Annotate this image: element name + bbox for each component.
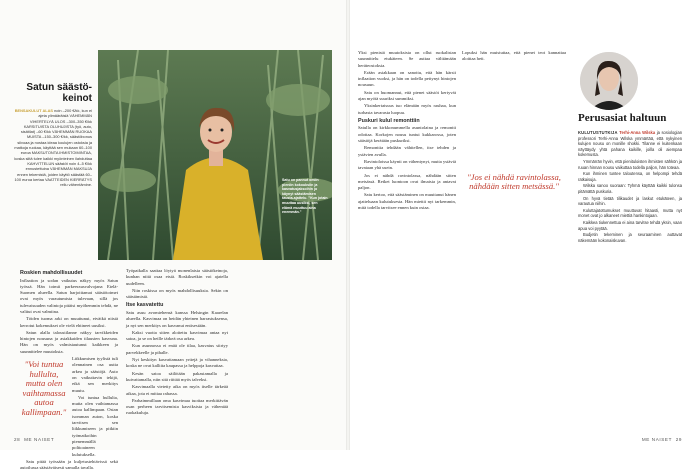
- paragraph: Satu asuu avomiehensä kanssa Helsingin Kaarelan alueella. Kasvimaa on heidän yhteinen harrastuksensa, ja nyt sen merkitys on kasvanut entisestään.: [126, 309, 228, 328]
- paragraph: Ymmärrän hyvin, että pienituloisten ihmisten sähkön ja ruuan hinnan nousu vaikuttaa todella paljon, hän toteaa.: [578, 158, 682, 170]
- paragraph: Satu kertoo, että säästäminen on muuttanut hänen ajatteluaan kulutuksesta. Hän miettii nyt tarkemmin, mitä todella tarvitsee ennen kuin ostaa.: [358, 192, 456, 211]
- left-page: [0, 0, 348, 471]
- folio-left: [14, 437, 54, 442]
- paragraph: Parhaimmillaan oma kasvimaa tuottaa merkittävän osan perheen tarvitsemista kasviksista ja vähentää ruokakuluja.: [126, 397, 228, 416]
- magazine-name: ME NAISET: [24, 437, 55, 442]
- kicker: KULUTUSTUTKIJA: [578, 130, 618, 135]
- photo-caption: Satu on pannut omiin pieniin kokouksiin ja kasvatusjaksoihin jo käynyt säästämisen tausta-ajattelu. "Kun jotain muuttaa uusiksi, sen elämä muuttuu aina enemmän.": [282, 178, 328, 215]
- page-number: 28: [14, 437, 21, 442]
- paragraph: Erään asiakkaan on sanottu, että hän kärsii inflaation vuoksi, ja hän on todella pettynyt hintojen nousuun.: [358, 69, 456, 88]
- paragraph: Remonttia tehdään vähitellen, itse tehden ja ystävien avulla.: [358, 145, 456, 157]
- paragraph: Liikkumisen tyylistä tuli olennainen osa uutta arkea ja säästöjä. Auto on vaikuttavin tekijä, eikä sen merkitys muutu.: [72, 356, 118, 393]
- paragraph: Budjetin tekeminen ja seuraaminen auttavat näkemään kokonaiskuvan.: [578, 232, 682, 243]
- paragraph: Satu on huomannut, että pienet säästöt kertyvät ajan myötä suuriksi summiksi.: [358, 89, 456, 102]
- paragraph: Inflaation ja sodan vaikutus näkyy myös Satun työssä. Hän toimii parkeerausvalvojana Etelä-Suomen alueella. Satun harjoittamat säästötoimet ovat myös varautumista tulevaan, sillä jos tulevaisuuden valintoja pitäisi myöhemmin tehdä, ne valitut ovat valmiina.: [20, 277, 118, 314]
- paragraph: Wilska sanoo suoraan: Tyhmä käyttää kaikki tulonsa pitämättä puskuria.: [578, 183, 682, 194]
- sidebar-heading: Perusasiat haltuun: [578, 112, 667, 124]
- paragraph: Jos ei nähdä ravintolassa, nähdään sitten metsässä. Retket luontoon ovat ilmaisia ja antavat paljon.: [358, 172, 456, 191]
- sidebar-text: [14, 108, 92, 187]
- subheading-puskuri: Puskuri kulul remonttiin: [358, 117, 420, 124]
- paragraph: Kaksi vuotta sitten aloitettu kasvimaa antaa nyt satoa, ja se on heille tärkeä osa arkea.: [126, 329, 228, 342]
- paragraph: Työpaikalla saattaa löytyä monenlaisia säästökeinoja, kunhan niitä osaa etsiä. Roskiksetkin voi ajatella uudelleen.: [126, 268, 228, 286]
- article-column-4: [462, 50, 566, 197]
- sidebar-title: Satun säästö-keinot: [26, 82, 92, 104]
- paragraph: Satulla on kirkkonummella asuntolaina ja remontti odottaa. Korkojen nousu tuntui kukkarossa, joten säästöjä kerätään puskuriksi.: [358, 125, 456, 144]
- folio-right: [642, 437, 682, 442]
- paragraph: Lopuksi hän muistuttaa, että pienet teot kannattaa aloittaa heti.: [462, 50, 566, 62]
- paragraph: Nyt keskityn kasvattamaan yrttejä ja vihanneksia, koska ne ovat kalliita kaupassa ja helppoja kasvattaa.: [126, 357, 228, 369]
- paragraph: Yksinkertaisuus tuo elämään myös rauhaa, kun turhasta tavarasta luopuu.: [358, 103, 456, 115]
- article-column-3: [358, 50, 456, 212]
- paragraph: Kun asunnossa ei enää ole tilaa, kasvatus siirtyy parvekkeelle ja pihalle.: [126, 343, 228, 355]
- paragraph: Kesän satoa säilötään pakastamalla ja kuivattamalla, niin sitä riittää myös talveksi.: [126, 370, 228, 382]
- paragraph: On hyvä tietää tilikaudet ja laskut etukäteen, ja varautua niihin.: [578, 195, 682, 207]
- paragraph: Niin roskissa on myös mahdollisuuksia. Sekin on säästämistä.: [126, 287, 228, 300]
- paragraph-text: ja sosiologian professori Terhi-Anna Wilska ymmärtää, että nykyinen kulujen nousu on monille shokki. Tilanne ei kuitenkaan näyttäydy yhtä pahana kaikille, joilla oli aiempaa kokemusta.: [578, 130, 682, 158]
- page-gutter: [346, 0, 350, 450]
- paragraph: Satu pitää työssään ja kuljetustehtävissä sekä autoilussa säästäväisesti samalla tavalla.: [20, 458, 118, 471]
- subheading-itse-kasvatettu: Itse kasvatettu: [126, 302, 164, 309]
- expert-column: [578, 130, 682, 244]
- paragraph: Voi tuntua hullulta, mutta olen vaihtamassa autoa kallimpaan. Ostan isomman auton, koska tarvitsen sen liikkumiseen ja pitkiin työmatkoihin pienemmällä polttoaineen kulutuksella.: [72, 394, 118, 457]
- pull-quote-auto: "Voi tuntua hullulta, mutta olen vaihtamassa autoa kallimpaan.": [21, 359, 67, 418]
- sidebar-body: noin –200 €/kk, kun ei ajeta ylimääräisiä VÄHEMMÄN VIHERTELYÄ ULOS –300–350 €/kk KARSITUISTA OLUHUJISTA (työ, auto, sisätilat) –60 €/kk VÄHEMMÄN RUOKAA MUISTA –150–300 €/kk, säästöbonus siivoaa ja nostaa ideaa koulujen ostoksia ja matkoja ruokaa, käyttää sen mukaan 60–100 euroa MAKSUTONTA IHMISTOIMINTAA, koska siitä tulee kaikki myönteinen ilahduttaa KAHVITTELUN säästöt noin 4–5 €/kk ennustettuina VÄHEMMÄN MAKSUJA ennen tekemistä, joiden käyttö säästää 60–100 euroa kertaa VAATTEIDEN KIERRÄTYS rellu vähentämine.: [14, 108, 92, 188]
- paragraph: Yksi pienistä muutoksista on ollut ruokalistan suunnittelu etukäteen. Se auttaa välttämään heräteostoksia.: [358, 50, 456, 68]
- paragraph: Satun alalla taloustilanne näkyy tarvikkeiden hintojen nousuna ja asiakkaiden tilausten kasvuna. Hän on myös valmistautunut kaikkeen ja suunnittelee muutoksia.: [20, 329, 118, 354]
- paragraph: Ravintoloissa käynti on vähentynyt, mutta ystäviä tavataan yhä usein.: [358, 158, 456, 171]
- savings-sidebar: [14, 82, 92, 187]
- author-name: Terhi-Anna Wilska: [619, 130, 656, 135]
- pull-quote-metsa: "Jos ei nähdä ravintolassa, nähdään sitten metsässä.": [467, 171, 561, 192]
- expert-portrait: [580, 52, 638, 110]
- paragraph: Kasvimaalla vietetty aika on myös itselle tärkeää aikaa, jota ei mittaa rahassa.: [126, 384, 228, 396]
- paragraph: Kuluttajatottumukset muuttuvat hitaasti, mutta nyt monet ovat jo alkaneet miettiä hankintojaan.: [578, 207, 682, 219]
- sidebar-intro: BENSAKULUT ALAS: [14, 108, 54, 113]
- subheading-roskien: Roskien mahdollisuudet: [20, 270, 83, 276]
- paragraph: [578, 130, 682, 158]
- page-number: 29: [675, 437, 682, 442]
- paragraph: Kaikkea tiukennettua ei aina tarvitse tehdä yksin, vaan apua voi pyytää.: [578, 219, 682, 231]
- feature-photo: [98, 50, 332, 260]
- magazine-name: ME NAISET: [641, 437, 672, 442]
- paragraph: Kun ihminen tuntee taloutensa, on helpompi tehdä ratkaisuja.: [578, 171, 682, 182]
- paragraph: Töiden tuoma arki on muuttunut, eivätkä niistä kerrotut kokemukset ole vielä ehtineet uusiksi.: [20, 316, 118, 328]
- article-column-2: [126, 268, 228, 418]
